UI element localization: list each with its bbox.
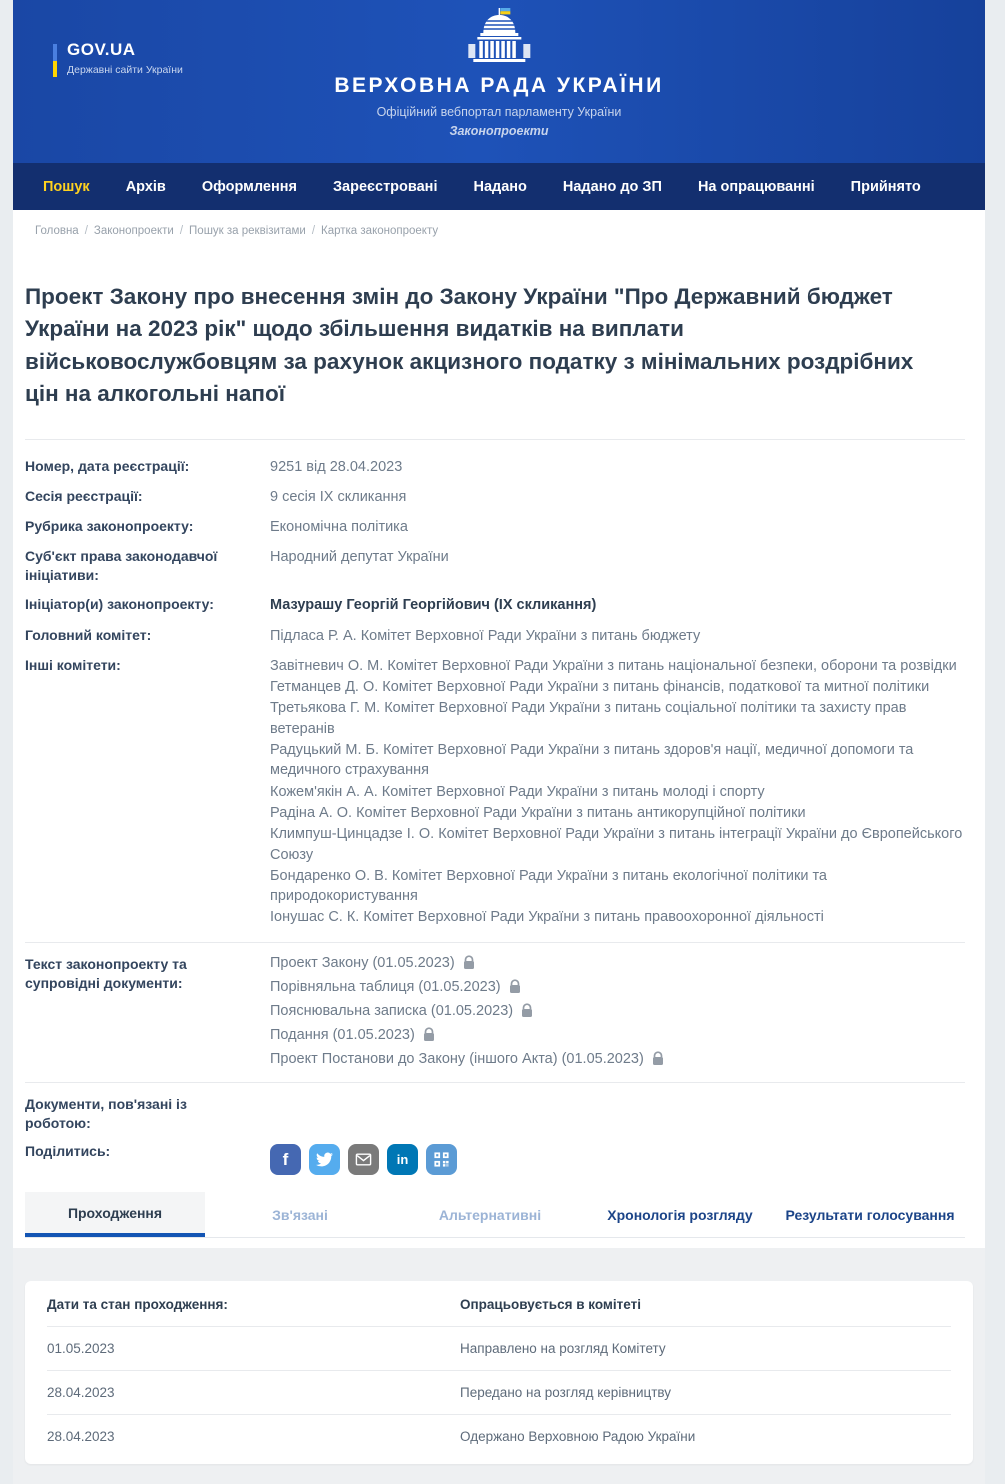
- field-documents: [25, 942, 965, 1074]
- table-row: [47, 1327, 951, 1371]
- bill-tabs: [25, 1192, 965, 1238]
- bill-fields: [25, 439, 965, 1181]
- breadcrumb-home[interactable]: Головна: [35, 225, 79, 237]
- document-link[interactable]: [270, 1003, 965, 1019]
- committee-item: Іонушас С. К. Комітет Верховної Ради України з питань правоохоронної діяльності: [270, 909, 824, 926]
- field-subject-label: Суб'єкт права законодавчої ініціативи:: [25, 548, 218, 584]
- email-icon: [355, 1151, 372, 1168]
- documents-list: [270, 955, 965, 1069]
- progress-header-status: Опрацьовується в комітеті: [460, 1297, 641, 1313]
- share-qr-button[interactable]: [426, 1144, 457, 1175]
- twitter-icon: [316, 1151, 333, 1168]
- tab-zviazani[interactable]: Зв'язані: [272, 1206, 328, 1223]
- share-facebook-button[interactable]: [270, 1144, 301, 1175]
- share-buttons: [270, 1144, 965, 1175]
- progress-table-header: [47, 1281, 951, 1327]
- progress-status: Передано на розгляд керівництву: [460, 1385, 672, 1401]
- field-subject: [25, 542, 965, 590]
- document-link-label: Пояснювальна записка (01.05.2023): [270, 1002, 514, 1019]
- document-link-label: Подання (01.05.2023): [270, 1026, 415, 1043]
- nav-item-pryiniato[interactable]: Прийнято: [850, 178, 921, 195]
- field-session: [25, 482, 965, 512]
- progress-header-dates: Дати та стан проходження:: [47, 1297, 228, 1313]
- site-section-label: Законопроекти: [449, 124, 549, 138]
- nav-item-poshuk[interactable]: Пошук: [43, 178, 90, 195]
- lock-icon: [423, 1027, 435, 1042]
- govua-title: GOV.UA: [67, 40, 136, 59]
- nav-item-nadano-do-zp[interactable]: Надано до ЗП: [562, 178, 662, 195]
- field-initiator-label: Ініціатор(и) законопроекту:: [25, 596, 214, 613]
- share-email-button[interactable]: [348, 1144, 379, 1175]
- page-title: Проект Закону про внесення змін до Закону України "Про Державний бюджет України на 2023 рік" щодо збільшення видатків на виплати військовослужбовцям за рахунок акцизного податку з мінімальних роздрібних цін на алкогольні напої: [25, 284, 914, 407]
- field-rubric: [25, 512, 965, 542]
- site-header: [13, 0, 985, 163]
- document-link[interactable]: [270, 955, 965, 971]
- lock-icon: [509, 979, 521, 994]
- progress-status: Направлено на розгляд Комітету: [460, 1341, 666, 1357]
- table-row: [47, 1371, 951, 1415]
- field-other-committees-label: Інші комітети:: [25, 656, 121, 673]
- table-row: [47, 1415, 951, 1458]
- share-twitter-button[interactable]: [309, 1144, 340, 1175]
- nav-item-arkhiv[interactable]: Архів: [125, 178, 166, 195]
- progress-status: Одержано Верховною Радою України: [460, 1429, 696, 1445]
- field-related-documents: [25, 1082, 965, 1138]
- govua-subtitle: Державні сайти України: [67, 64, 183, 76]
- document-link-label: Порівняльна таблиця (01.05.2023): [270, 978, 501, 995]
- field-related-documents-label: Документи, пов'язані із роботою:: [25, 1095, 187, 1131]
- main-content: [13, 210, 985, 1238]
- page: [13, 0, 985, 1484]
- field-subject-value: Народний депутат України: [270, 549, 449, 566]
- tab-rezultaty[interactable]: Результати голосування: [785, 1206, 955, 1223]
- committee-item: Гетманцев Д. О. Комітет Верховної Ради України з питань фінансів, податкової та митної політики: [270, 679, 930, 696]
- field-share-label: Поділитись:: [25, 1143, 111, 1160]
- linkedin-icon: in: [396, 1152, 409, 1168]
- document-link[interactable]: [270, 1051, 965, 1067]
- document-link-label: Проект Закону (01.05.2023): [270, 954, 455, 971]
- breadcrumb-bills[interactable]: Законопроекти: [93, 225, 174, 237]
- committee-item: Завітневич О. М. Комітет Верховної Ради України з питань національної безпеки, оборони та розвідки: [270, 657, 957, 674]
- tab-alternatyvni[interactable]: Альтернативні: [438, 1206, 542, 1223]
- facebook-icon: f: [282, 1149, 289, 1169]
- committee-item: Бондаренко О. В. Комітет Верховної Ради України з питань екологічної політики та природокористування: [270, 867, 827, 905]
- field-session-label: Сесія реєстрації:: [25, 487, 143, 504]
- field-main-committee: [25, 621, 965, 651]
- field-initiator: [25, 590, 965, 620]
- committee-item: Кожем'якін А. А. Комітет Верховної Ради України з питань молоді і спорту: [270, 783, 765, 800]
- progress-date: 28.04.2023: [47, 1385, 115, 1401]
- parliament-building-icon: [456, 7, 542, 65]
- field-main-committee-label: Головний комітет:: [25, 626, 152, 643]
- field-number-label: Номер, дата реєстрації:: [25, 457, 190, 474]
- committee-item: Радуцький М. Б. Комітет Верховної Ради України з питань здоров'я нації, медичної допомоги та медичного страхування: [270, 742, 914, 779]
- progress-date: 28.04.2023: [47, 1429, 115, 1445]
- document-link-label: Проект Постанови до Закону (іншого Акта) (01.05.2023): [270, 1050, 644, 1067]
- committee-item: Третьякова Г. М. Комітет Верховної Ради України з питань соціальної політики та захисту прав ветеранів: [270, 700, 907, 737]
- nav-item-oformlennia[interactable]: Оформлення: [201, 178, 297, 195]
- ukraine-flag-bar-icon: [53, 44, 57, 77]
- share-linkedin-button[interactable]: [387, 1144, 418, 1175]
- site-title: ВЕРХОВНА РАДА УКРАЇНИ: [334, 74, 664, 97]
- field-main-committee-value: Підласа Р. А. Комітет Верховної Ради України з питань бюджету: [270, 627, 701, 644]
- committee-item: Климпуш-Цинцадзе І. О. Комітет Верховної Ради України з питань інтеграції України до Європейського Союзу: [270, 826, 963, 863]
- tab-panel-background: [13, 1248, 985, 1484]
- lock-icon: [521, 1003, 533, 1018]
- main-nav: [13, 163, 985, 210]
- field-rubric-value: Економічна політика: [270, 519, 408, 536]
- field-rubric-label: Рубрика законопроекту:: [25, 518, 194, 535]
- lock-icon: [652, 1051, 664, 1066]
- field-initiator-value[interactable]: Мазурашу Георгій Георгійович (IX скликання): [270, 597, 597, 614]
- field-number: [25, 452, 965, 482]
- lock-icon: [463, 955, 475, 970]
- nav-item-nadano[interactable]: Надано: [473, 178, 527, 195]
- field-number-value: 9251 від 28.04.2023: [270, 458, 403, 475]
- site-subtitle: Офіційний вебпортал парламенту України: [376, 105, 622, 119]
- breadcrumb: [25, 210, 965, 237]
- nav-item-zareiestrovani[interactable]: Зареєстровані: [332, 178, 438, 195]
- govua-logo[interactable]: [53, 40, 183, 77]
- tab-khronolohiia[interactable]: Хронологія розгляду: [607, 1206, 753, 1223]
- nav-item-na-opratsiuvanni[interactable]: На опрацюванні: [697, 178, 815, 195]
- field-other-committees: [25, 651, 965, 934]
- tab-prokhodzhennia[interactable]: Проходження: [25, 1192, 205, 1237]
- committee-item: Радіна А. О. Комітет Верховної Ради України з питань антикорупційної політики: [270, 804, 806, 821]
- progress-card: [25, 1281, 973, 1464]
- breadcrumb-card: Картка законопроекту: [321, 225, 439, 237]
- field-share: [25, 1137, 965, 1180]
- field-documents-label: Текст законопроекту та супровідні документи:: [25, 955, 187, 991]
- breadcrumb-search[interactable]: Пошук за реквізитами: [189, 225, 306, 237]
- document-link[interactable]: [270, 979, 965, 995]
- field-session-value: 9 сесія IX скликання: [270, 488, 407, 505]
- rada-brand[interactable]: [334, 7, 663, 138]
- qr-code-icon: [433, 1151, 450, 1168]
- other-committees-list: [270, 656, 965, 929]
- progress-date: 01.05.2023: [47, 1341, 115, 1357]
- document-link[interactable]: [270, 1027, 965, 1043]
